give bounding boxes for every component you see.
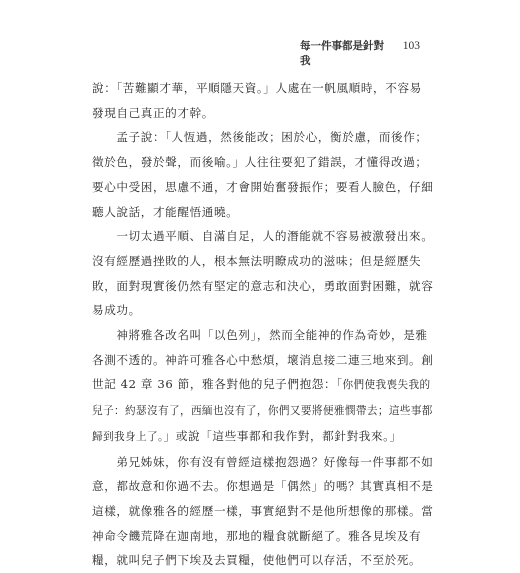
body-text [92,76,434,573]
paragraph: 弟兄姊妹，你有沒有曾經這樣抱怨過？好像每一件事都不如意，都故意和你過不去。你想過是「偶然」的嗎？其實真相不是這樣，就像雅各的經歷一樣，事實絕對不是他所想像的那樣。當神命令饑荒降在迦南地，那地的糧食就斷絕了。雅各見埃及有糧，就叫兒子們下埃及去買糧，使他們可以存活，不至於死。 [92,454,434,568]
running-title: 每一件事都是針對我 [300,40,384,67]
paragraph: 說：「苦難顯才華，平順隱天資。」人處在一帆風順時，不容易發現自己真正的才幹。 [92,81,422,120]
paragraph-text: 神將雅各改名叫「以色列」，然而全能神的作為奇妙，是雅各測不透的。神許可雅各心中愁煩，壞消息接二連三地來到。創世記 42 章 36 節，雅各對他的兒子們抱怨：「 [92,328,434,392]
page-number: 103 [402,40,420,52]
running-header [300,38,420,68]
paragraph: 一切太過平順、自滿自足，人的潛能就不容易被激發出來。沒有經歷過挫敗的人，根本無法明瞭成功的滋味；但是經歷失敗，面對現實後仍然有堅定的意志和決心，勇敢面對困難，就容易成功。 [92,229,434,318]
paragraph [92,323,434,450]
paragraph-text: 」或說「這些事都和我作對，都針對我來。」 [163,428,402,443]
scripture-quote: 你們使我喪失我的兒子：約瑟沒有了，西緬也沒有了，你們又要將便雅憫帶去；這些事都歸到我身上了。 [92,379,433,443]
paragraph: 孟子說：「人恆過，然後能改；困於心，衡於慮，而後作；徵於色，發於聲，而後喻。」人往往要犯了錯誤，才懂得改過；要心中受困，思慮不通，才會開始奮發振作；要看人臉色，仔細聽人說話，才能醒悟通曉。 [92,130,434,219]
